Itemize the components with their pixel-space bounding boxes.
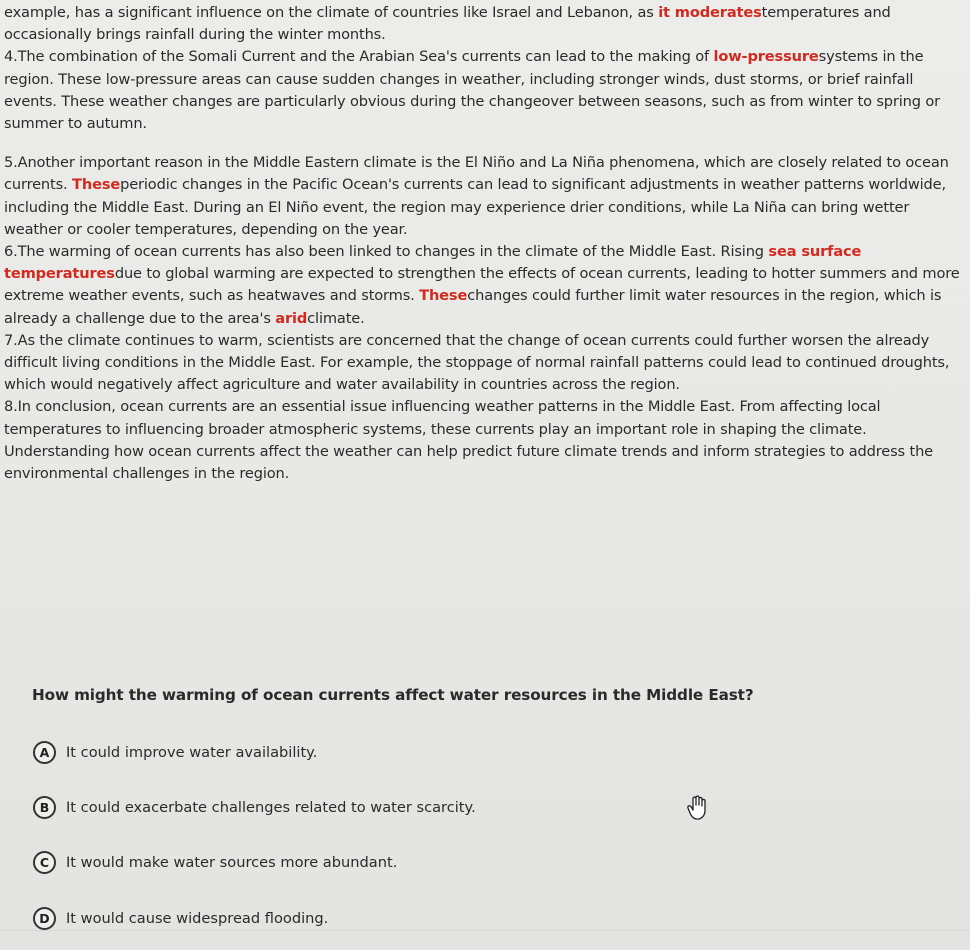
paragraph-5 (4, 152, 964, 241)
text-run: climate. (307, 309, 365, 327)
text-run: 4.The combination of the Somali Current and the Arabian Sea's currents can lead to the making of (4, 48, 714, 66)
option-a-letter: A (33, 741, 56, 764)
paragraph-4 (4, 46, 964, 135)
highlighted-word: These (419, 287, 468, 305)
option-a[interactable] (33, 741, 317, 764)
option-a-text: It could improve water availability. (66, 744, 318, 761)
option-c-letter: C (33, 851, 56, 874)
option-b-letter: B (33, 796, 56, 819)
hand-pointer-icon (686, 795, 710, 821)
highlighted-word: These (72, 176, 121, 194)
option-d-letter: D (33, 907, 56, 930)
paragraph-3-tail (4, 2, 964, 46)
paragraph-8: 8.In conclusion, ocean currents are an essential issue influencing weather patterns in the Middle East. From affecting local temperatures to influencing broader atmospheric systems, these currents play an important role in shaping the climate. Understanding how ocean currents affect the weather can help predict future climate trends and inform strategies to address the environmental challenges in the region. (4, 398, 934, 483)
divider (0, 930, 970, 931)
paragraph-6 (4, 241, 964, 330)
paragraph-gap (4, 135, 964, 152)
text-run: temperatures and occasionally brings rainfall during the winter months. (4, 4, 891, 44)
highlighted-word: sea surface temperatures (4, 243, 862, 283)
option-c-text: It would make water sources more abundant. (66, 854, 398, 871)
paragraph-7: 7.As the climate continues to warm, scientists are concerned that the change of ocean currents could further worsen the already difficult living conditions in the Middle East. For example, the stoppage of normal rainfall patterns could lead to continued droughts, which would negatively affect agriculture and water availability in countries across the region. (4, 331, 950, 394)
reading-passage (4, 2, 964, 485)
text-run: 5.Another important reason in the Middle Eastern climate is the El Niño and La Niña phenomena, which are closely related to ocean currents. (4, 154, 949, 194)
text-run: changes could further limit water resources in the region, which is already a challenge due to the area's (4, 287, 942, 327)
highlighted-word: low-pressure (713, 48, 819, 66)
option-c[interactable] (33, 851, 397, 874)
text-run: example, has a significant influence on the climate of countries like Israel and Lebanon, as (4, 4, 659, 21)
highlighted-word: arid (275, 309, 308, 327)
highlighted-word: it moderates (658, 4, 762, 21)
text-run: systems in the region. These low-pressure areas can cause sudden changes in weather, including stronger winds, dust storms, or brief rainfall events. These weather changes are particularly obvious during the changeover between seasons, such as from winter to spring or summer to autumn. (4, 48, 940, 133)
option-b-text: It could exacerbate challenges related to water scarcity. (66, 799, 476, 816)
text-run: 6.The warming of ocean currents has also been linked to changes in the climate of the Middle East. Rising (4, 243, 769, 261)
question-text: How might the warming of ocean currents affect water resources in the Middle East? (32, 686, 754, 704)
option-b[interactable] (33, 796, 476, 819)
option-d-text: It would cause widespread flooding. (66, 910, 329, 927)
option-d[interactable] (33, 907, 328, 930)
text-run: periodic changes in the Pacific Ocean's currents can lead to significant adjustments in weather patterns worldwide, including the Middle East. During an El Niño event, the region may experience drier conditions, while La Niña can bring wetter weather or cooler temperatures, depending on the year. (4, 176, 946, 238)
text-run: due to global warming are expected to strengthen the effects of ocean currents, leading to hotter summers and more extreme weather events, such as heatwaves and storms. (4, 265, 960, 305)
